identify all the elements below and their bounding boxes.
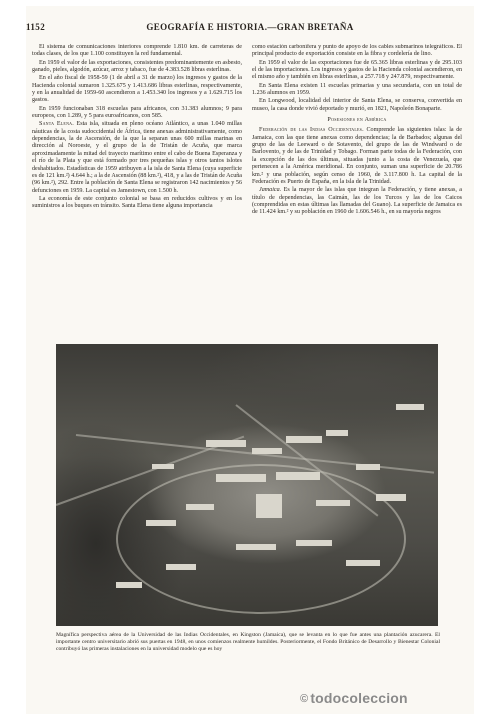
building	[326, 430, 348, 436]
paragraph-body: Esta isla, situada en pleno océano Atlántico, a unas 1.040 millas náuticas de la costa sudoccidental de África, tiene anexas administrativamente, como dependencias, la de Ascensión, de la que la separan unas 600 millas marinas en dirección al Noroeste, y el grupo de la de Tristán de Acuña, que marca aproximadamente la mitad del trayecto marítimo entre el cabo de Buena Esperanza y el río de la Plata y que está formado por tres pequeñas islas y otros tantos islotes deshabitados. Estadísticas de 1959 atribuyen a la isla de Santa Elena (cuya superficie es de 121 km.²) 4.644 h.; a la de Ascensión (88 km.²), 418, y a las de Tristán de Acuña (96 km.²), 292. Entre la población de Santa Elena se registraron 142 nacimientos y 56 defunciones en 1959. La capital es Jamestown, con 1.500 h.	[32, 121, 242, 194]
building	[356, 464, 380, 470]
building	[256, 494, 282, 518]
building	[166, 564, 196, 570]
building	[206, 440, 246, 447]
aerial-photo	[56, 344, 438, 626]
running-title: GEOGRAFÍA E HISTORIA.—GRAN BRETAÑA	[146, 22, 354, 32]
building	[186, 504, 214, 510]
building	[276, 472, 320, 480]
paragraph: como estación carbonífera y punto de apoyo de los cables submarinos telegráficos. El principal producto de exportación consiste en la fibra y cordelería de lino.	[252, 44, 462, 58]
paragraph-lead: Santa Elena.	[39, 121, 74, 128]
watermark-text: todocoleccion	[310, 690, 408, 706]
building	[376, 494, 406, 501]
building	[316, 500, 350, 506]
left-column	[32, 44, 242, 338]
paragraph: La economía de este conjunto colonial se basa en reducidos cultivos y en los suministros a los buques en tránsito. Santa Elena tiene alguna importancia	[32, 195, 242, 210]
paragraph: En 1959 el valor de las exportaciones, consistentes predominantemente en asbesto, ganado, pieles, algodón, azúcar, arroz y tabaco, fue de 4.383.528 libras esterlinas.	[32, 59, 242, 74]
paragraph: En 1959 el valor de las exportaciones fue de 65.365 libras esterlinas y de 295.103 el de las importaciones. Los ingresos y gastos de la Hacienda colonial ascendieron, en el mismo año y también en libras esterlinas, a 257.718 y 247.879, respectivamente.	[252, 59, 462, 81]
page-number: 1152	[26, 22, 46, 32]
page-header	[26, 22, 474, 36]
paragraph	[32, 121, 242, 194]
building	[152, 464, 174, 469]
building	[236, 544, 276, 550]
paragraph	[252, 127, 462, 186]
building	[286, 436, 322, 443]
paragraph-lead: Federación de las Indias Occidentales.	[259, 127, 364, 134]
building	[216, 474, 266, 482]
paragraph-body: Comprende las siguientes islas: la de Jamaica, con las que tiene anexas como dependencias; la de Barbados; algunas del grupo de las de Leeward o de Sotavento, del grupo de las de Windward o de Barlovento, y de las de Trinidad y Tobago. Forman parte todas de la Federación, con la excepción de las dos últimas, situadas junto a la costa de Venezuela, que pertenecen a la América meridional. En conjunto, suman una superficie de 20.786 km.² y una población, según censo de 1960, de 3.117.800 h. La capital de la Federación es Puerto de España, en la isla de la Trinidad.	[252, 127, 462, 185]
building	[116, 582, 142, 588]
photo-caption: Magnífica perspectiva aérea de la Universidad de las Indias Occidentales, en Kingston (Jamaica), que se levanta en lo que fue antes una plantación azucarera. El importante centro universitario abrió sus puertas en 1948, en unos comienzos realmente humildes. Posteriormente, el Fondo Británico de Desarrollo y Bienestar Colonial contribuyó las primeras instalaciones en la universidad modelo que es hoy	[56, 632, 440, 652]
building	[252, 448, 282, 454]
watermark	[300, 690, 480, 712]
building	[296, 540, 332, 546]
paragraph: En Santa Elena existen 11 escuelas primarias y una secundaria, con un total de 1.236 alumnos en 1959.	[252, 82, 462, 97]
paragraph: En 1959 funcionaban 318 escuelas para africanos, con 31.383 alumnos; 9 para europeos, con 1.289, y 5 para euroafricanos, con 585.	[32, 105, 242, 120]
section-heading: Posesiones en América	[327, 117, 387, 124]
paragraph: En Longwood, localidad del interior de Santa Elena, se conserva, convertida en museo, la casa donde vivió deportado y murió, en 1821, Napoleón Bonaparte.	[252, 98, 462, 112]
right-column	[252, 44, 462, 338]
building	[396, 404, 424, 410]
paragraph: En el año fiscal de 1958-59 (1 de abril a 31 de marzo) los ingresos y gastos de la Hacienda colonial sumaron 1.325.675 y 1.413.686 libras esterlinas, respectivamente, y en la anualidad de 1959-60 ascendieron a 1.453.340 los ingresos y a 1.629.715 los gastos.	[32, 75, 242, 104]
paragraph-body: Es la mayor de las islas que integran la Federación, y tiene anexas, a título de dependencias, las Caimán, las de los Turcos y las de los Caicos (comprendidas en estas últimas las llamadas del Guano). La superficie de Jamaica es de 11.424 km.² y su población en 1960 de 1.606.546 h., en su mayoría negros	[252, 187, 462, 216]
paragraph	[252, 187, 462, 216]
paragraph: El sistema de comunicaciones interiores comprende 1.810 km. de carreteras de todas clases, de los que 1.100 constituyen la red fundamental.	[32, 44, 242, 58]
paragraph-lead: Jamaica.	[259, 187, 282, 194]
copyright-icon: ©	[300, 693, 309, 705]
building	[146, 520, 176, 526]
building	[346, 560, 380, 566]
campus-ring-road	[116, 464, 406, 614]
